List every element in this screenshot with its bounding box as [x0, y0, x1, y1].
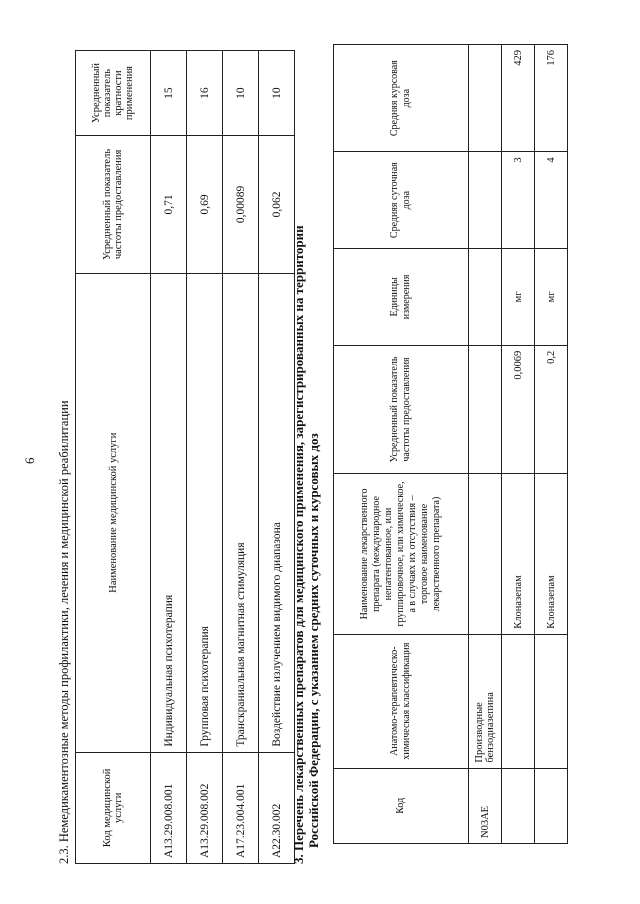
- cell-unit: мг: [502, 249, 535, 346]
- header-name: Наименование медицинской услуги: [76, 273, 151, 752]
- header-multiplicity: Усредненный показатель кратности применения: [76, 51, 151, 136]
- cell-course-dose: [469, 45, 502, 152]
- page-number: 6: [22, 457, 37, 464]
- header-atc: Анатомо-терапевтическо-химическая классификация: [334, 634, 469, 768]
- cell-multiplicity: 10: [223, 51, 259, 136]
- table-header-row: [76, 51, 151, 864]
- cell-code: A17.23.004.001: [223, 752, 259, 863]
- cell-name: Групповая психотерапия: [187, 273, 223, 752]
- cell-drug-name: Клоназепам: [535, 474, 568, 634]
- table-row: [469, 45, 502, 844]
- cell-frequency: 0,2: [535, 345, 568, 474]
- header-course-dose: Средняя курсовая доза: [334, 45, 469, 152]
- header-unit: Единицы измерения: [334, 249, 469, 346]
- cell-drug-name: [469, 474, 502, 634]
- header-drug-name: Наименование лекарственного препарата (международное непатентованное, или группировочное, или химическое, а в случаях их отсутствия – торговое наименование лекарственного препарата): [334, 474, 469, 634]
- header-code: Код: [334, 768, 469, 843]
- cell-code: A22.30.002: [259, 752, 295, 863]
- cell-atc: [535, 634, 568, 768]
- header-daily-dose: Средняя суточная доза: [334, 152, 469, 249]
- cell-frequency: 0,0069: [502, 345, 535, 474]
- header-code: Код медицинской услуги: [76, 752, 151, 863]
- cell-daily-dose: 3: [502, 152, 535, 249]
- cell-frequency: 0,69: [187, 136, 223, 274]
- cell-name: Транскраниальная магнитная стимуляция: [223, 273, 259, 752]
- section-3-title-line1: 3. Перечень лекарственных препаратов для медицинского применения, зарегистрированных на территории: [291, 225, 306, 864]
- services-table: [75, 50, 295, 864]
- cell-code: A13.29.008.002: [187, 752, 223, 863]
- cell-daily-dose: [469, 152, 502, 249]
- table-header-row: [334, 45, 469, 844]
- cell-multiplicity: 10: [259, 51, 295, 136]
- cell-code: [502, 768, 535, 843]
- table-row: [535, 45, 568, 844]
- cell-atc: [502, 634, 535, 768]
- cell-course-dose: 176: [535, 45, 568, 152]
- cell-name: Воздействие излучением видимого диапазона: [259, 273, 295, 752]
- cell-unit: [469, 249, 502, 346]
- cell-atc: Производные бензодиазепина: [469, 634, 502, 768]
- section-2-3-title: 2.3. Немедикаментозные методы профилактики, лечения и медицинской реабилитации: [57, 400, 71, 864]
- cell-multiplicity: 15: [151, 51, 187, 136]
- cell-frequency: [469, 345, 502, 474]
- cell-code: [535, 768, 568, 843]
- cell-unit: мг: [535, 249, 568, 346]
- section-3-heading: [291, 44, 321, 864]
- cell-frequency: 0,062: [259, 136, 295, 274]
- cell-name: Индивидуальная психотерапия: [151, 273, 187, 752]
- header-frequency: Усредненный показатель частоты предоставления: [76, 136, 151, 274]
- cell-code: N03AE: [469, 768, 502, 843]
- cell-code: A13.29.008.001: [151, 752, 187, 863]
- cell-frequency: 0,71: [151, 136, 187, 274]
- cell-drug-name: Клоназепам: [502, 474, 535, 634]
- table-row: [187, 51, 223, 864]
- section-3-title-line2: Российской Федерации, с указанием средних суточных и курсовых доз: [306, 433, 321, 848]
- cell-daily-dose: 4: [535, 152, 568, 249]
- header-frequency: Усредненный показатель частоты предоставления: [334, 345, 469, 474]
- cell-frequency: 0,00089: [223, 136, 259, 274]
- table-row: [502, 45, 535, 844]
- table-row: [259, 51, 295, 864]
- table-row: [151, 51, 187, 864]
- drugs-table: [333, 44, 568, 844]
- cell-multiplicity: 16: [187, 51, 223, 136]
- cell-course-dose: 429: [502, 45, 535, 152]
- table-row: [223, 51, 259, 864]
